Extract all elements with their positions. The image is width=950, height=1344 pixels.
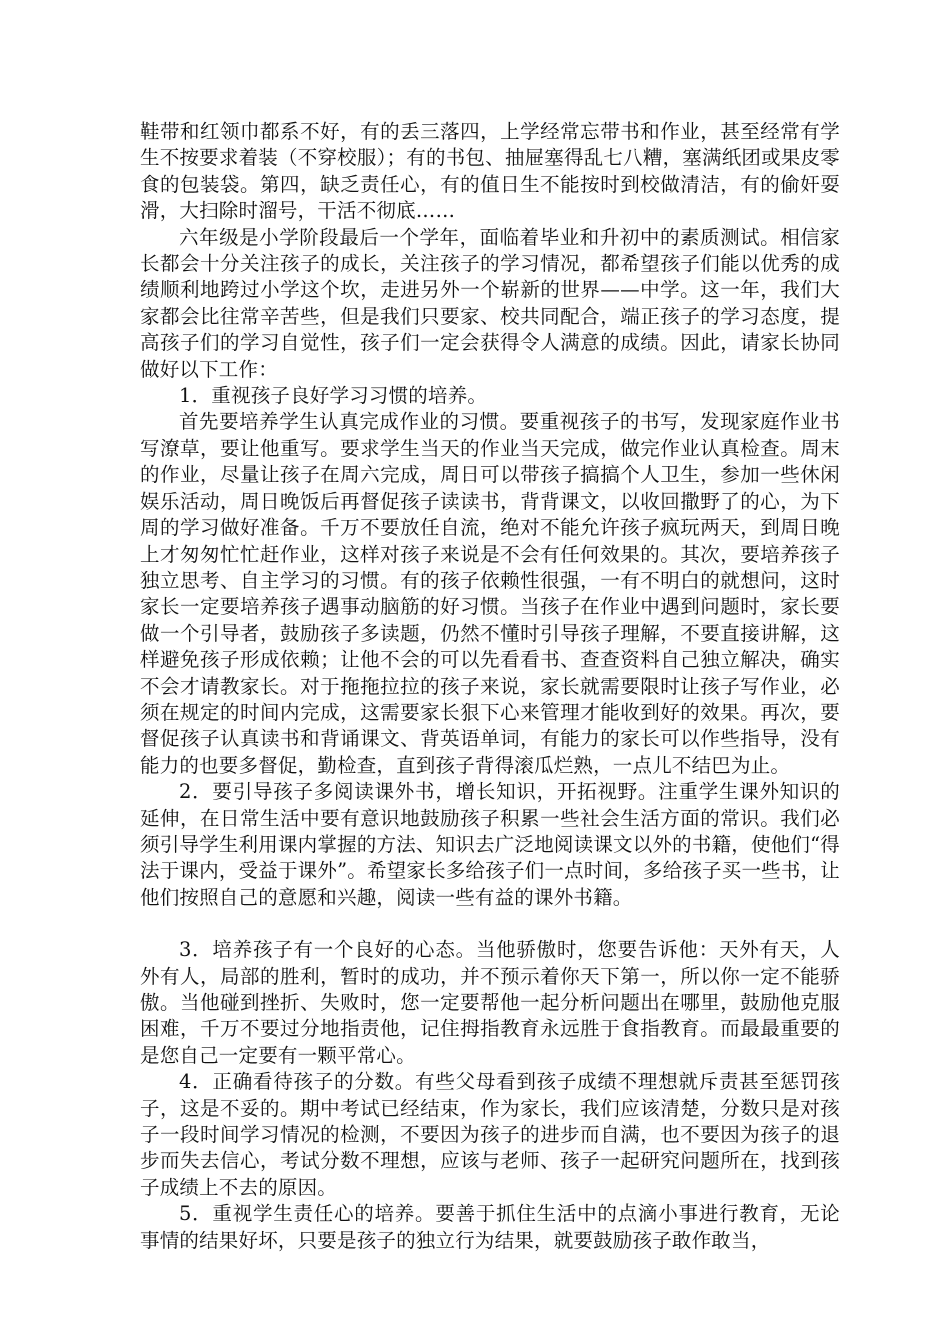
paragraph-responsibility: 5．重视学生责任心的培养。要善于抓住生活中的点滴小事进行教育，无论事情的结果好坏，只要是孩子的独立行为结果，就要鼓励孩子敢作敢当， bbox=[140, 1202, 840, 1252]
paragraph-scores: 4．正确看待孩子的分数。有些父母看到孩子成绩不理想就斥责甚至惩罚孩子，这是不妥的。期中考试已经结束，作为家长，我们应该清楚，分数只是对孩子一段时间学习情况的检测，不要因为孩子的进步而自满，也不要因为孩子的退步而失去信心，考试分数不理想，应该与老师、孩子一起研究问题所在，找到孩子成绩上不去的原因。 bbox=[140, 1070, 840, 1199]
document-body bbox=[140, 119, 840, 1254]
paragraph-intro: 六年级是小学阶段最后一个学年，面临着毕业和升初中的素质测试。相信家长都会十分关注孩子的成长，关注孩子的学习情况，都希望孩子们能以优秀的成绩顺利地跨过小学这个坎，走进另外一个崭新的世界——中学。这一年，我们大家都会比往常辛苦些，但是我们只要家、校共同配合，端正孩子的学习态度，提高孩子们的学习自觉性，孩子们一定会获得令人满意的成绩。因此，请家长协同做好以下工作： bbox=[140, 225, 840, 381]
paragraph-reading: 2．要引导孩子多阅读课外书，增长知识，开拓视野。注重学生课外知识的延伸，在日常生活中要有意识地鼓励孩子积累一些社会生活方面的常识。我们必须引导学生利用课内掌握的方法、知识去广泛地阅读课文以外的书籍，使他们“得法于课内，受益于课外”。希望家长多给孩子们一点时间，多给孩子买一些书，让他们按照自己的意愿和兴趣，阅读一些有益的课外书籍。 bbox=[140, 780, 840, 909]
section-heading-1: 1．重视孩子良好学习习惯的培养。 bbox=[179, 384, 488, 408]
paragraph-continuation: 鞋带和红领巾都系不好，有的丢三落四，上学经常忘带书和作业，甚至经常有学生不按要求着装（不穿校服）；有的书包、抽屉塞得乱七八糟，塞满纸团或果皮零食的包装袋。第四，缺乏责任心，有的值日生不能按时到校做清洁，有的偷奸耍滑，大扫除时溜号，干活不彻底…… bbox=[140, 120, 840, 223]
paragraph-habits: 首先要培养学生认真完成作业的习惯。要重视孩子的书写，发现家庭作业书写潦草，要让他重写。要求学生当天的作业当天完成，做完作业认真检查。周末的作业，尽量让孩子在周六完成，周日可以带孩子搞搞个人卫生，参加一些休闲娱乐活动，周日晚饭后再督促孩子读读书，背背课文，以收回撒野了的心，为下周的学习做好准备。千万不要放任自流，绝对不能允许孩子疯玩两天，到周日晚上才匆匆忙忙赶作业，这样对孩子来说是不会有任何效果的。其次，要培养孩子独立思考、自主学习的习惯。有的孩子依赖性很强，一有不明白的就想问，这时家长一定要培养孩子遇事动脑筋的好习惯。当孩子在作业中遇到问题时，家长要做一个引导者，鼓励孩子多读题，仍然不懂时引导孩子理解，不要直接讲解，这样避免孩子形成依赖；让他不会的可以先看看书、查查资料自己独立解决，确实不会才请教家长。对于拖拖拉拉的孩子来说，家长就需要限时让孩子写作业，必须在规定的时间内完成，这需要家长狠下心来管理才能收到好的效果。再次，要督促孩子认真读书和背诵课文、背英语单词，有能力的家长可以作些指导，没有能力的也要多督促，勤检查，直到孩子背得滚瓜烂熟，一点儿不结巴为止。 bbox=[140, 410, 840, 777]
paragraph-mindset: 3．培养孩子有一个良好的心态。当他骄傲时，您要告诉他：天外有天，人外有人，局部的胜利，暂时的成功，并不预示着你天下第一，所以你一定不能骄傲。当他碰到挫折、失败时，您一定要帮他一起分析问题出在哪里，鼓励他克服困难，千万不要过分地指责他，记住拇指教育永远胜于食指教育。而最最重要的是您自己一定要有一颗平常心。 bbox=[140, 938, 840, 1067]
